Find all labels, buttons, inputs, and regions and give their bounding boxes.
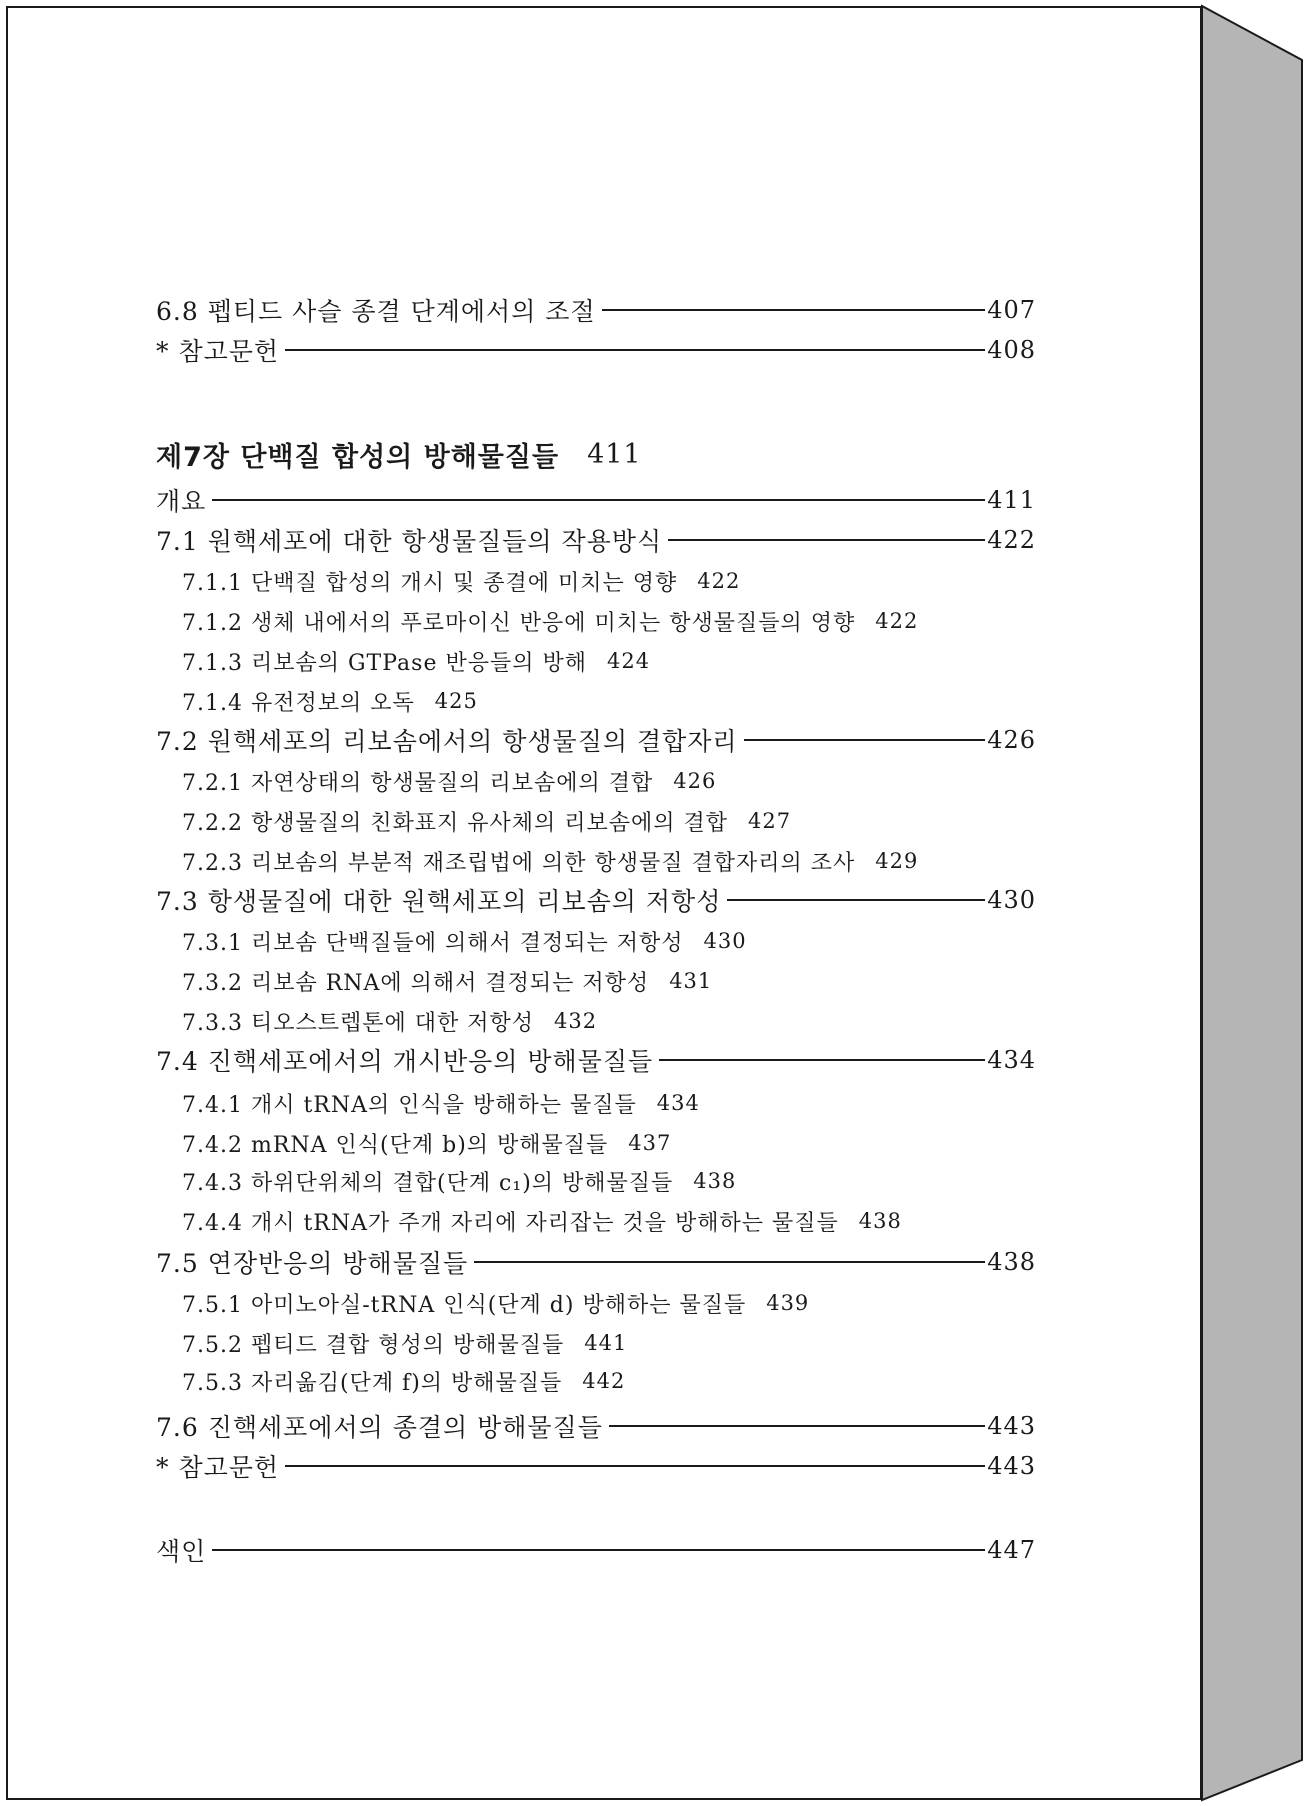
toc-label: 7.1.2 생체 내에서의 푸로마이신 반응에 미치는 항생물질들의 영향 bbox=[182, 610, 856, 636]
leader-line bbox=[609, 1425, 985, 1427]
toc-label: 7.5.1 아미노아실-tRNA 인식(단계 d) 방해하는 물질들 bbox=[182, 1292, 747, 1318]
toc-subentry-7-2-2[interactable] bbox=[182, 802, 791, 840]
toc-page: 434 bbox=[987, 1046, 1036, 1074]
toc-page: 443 bbox=[987, 1452, 1036, 1480]
toc-page: 425 bbox=[434, 689, 478, 713]
toc-subentry-7-2-1[interactable] bbox=[182, 762, 716, 800]
toc-page: 422 bbox=[987, 526, 1036, 554]
toc-page: 407 bbox=[987, 296, 1036, 324]
toc-page: 442 bbox=[582, 1369, 626, 1393]
toc-page: 438 bbox=[987, 1248, 1036, 1276]
leader-line bbox=[668, 539, 985, 541]
toc-label: 7.1 원핵세포에 대한 항생물질들의 작용방식 bbox=[156, 527, 663, 556]
toc-subentry-7-5-1[interactable] bbox=[182, 1284, 809, 1322]
toc-label: 7.4.1 개시 tRNA의 인식을 방해하는 물질들 bbox=[182, 1092, 637, 1118]
toc-label: 7.2 원핵세포의 리보솜에서의 항생물질의 결합자리 bbox=[156, 727, 738, 756]
chapter-heading bbox=[156, 432, 642, 476]
toc-label: 7.4.4 개시 tRNA가 주개 자리에 자리잡는 것을 방해하는 물질들 bbox=[182, 1210, 839, 1236]
leader-line bbox=[285, 1465, 985, 1467]
toc-subentry-7-4-3[interactable] bbox=[182, 1162, 736, 1200]
toc-page: 422 bbox=[875, 609, 919, 633]
toc-page: 447 bbox=[987, 1536, 1036, 1564]
leader-line bbox=[474, 1261, 985, 1263]
toc-label: 7.2.3 리보솜의 부분적 재조립법에 의한 항생물질 결합자리의 조사 bbox=[182, 850, 856, 876]
toc-entry-7-1[interactable] bbox=[156, 520, 1036, 560]
toc-label: 7.1.1 단백질 합성의 개시 및 종결에 미치는 영향 bbox=[182, 570, 678, 596]
toc-entry-7-6[interactable] bbox=[156, 1406, 1036, 1446]
toc-page: 437 bbox=[628, 1131, 672, 1155]
toc-page: 429 bbox=[875, 849, 919, 873]
toc-label: 7.3 항생물질에 대한 원핵세포의 리보솜의 저항성 bbox=[156, 887, 722, 916]
toc-subentry-7-3-2[interactable] bbox=[182, 962, 712, 1000]
toc-page: 439 bbox=[766, 1291, 810, 1315]
toc-subentry-7-1-1[interactable] bbox=[182, 562, 740, 600]
toc-label: 7.4.2 mRNA 인식(단계 b)의 방해물질들 bbox=[182, 1132, 609, 1158]
toc-subentry-7-5-2[interactable] bbox=[182, 1324, 627, 1362]
toc-page: 430 bbox=[987, 886, 1036, 914]
toc-entry-references-6[interactable] bbox=[156, 330, 1036, 370]
toc-page: 438 bbox=[693, 1169, 737, 1193]
toc-subentry-7-1-4[interactable] bbox=[182, 682, 478, 720]
toc-label: 7.6 진핵세포에서의 종결의 방해물질들 bbox=[156, 1413, 603, 1442]
toc-subentry-7-1-2[interactable] bbox=[182, 602, 918, 640]
toc-label: 6.8 펩티드 사슬 종결 단계에서의 조절 bbox=[156, 297, 596, 326]
toc-subentry-7-5-3[interactable] bbox=[182, 1362, 625, 1400]
toc-page: 426 bbox=[673, 769, 717, 793]
toc-page: 408 bbox=[987, 336, 1036, 364]
leader-line bbox=[659, 1059, 985, 1061]
toc-page: 422 bbox=[697, 569, 741, 593]
toc-label: 7.2.1 자연상태의 항생물질의 리보솜에의 결합 bbox=[182, 770, 654, 796]
toc-subentry-7-3-3[interactable] bbox=[182, 1002, 597, 1040]
toc-entry-overview[interactable] bbox=[156, 480, 1036, 520]
chapter-page: 411 bbox=[587, 438, 642, 470]
leader-line bbox=[212, 499, 985, 501]
toc-page: 443 bbox=[987, 1412, 1036, 1440]
toc-page: 432 bbox=[553, 1009, 598, 1033]
toc-page: 434 bbox=[656, 1091, 700, 1115]
toc-label: 7.3.1 리보솜 단백질들에 의해서 결정되는 저항성 bbox=[182, 930, 684, 956]
toc-label: 7.1.3 리보솜의 GTPase 반응들의 방해 bbox=[182, 650, 587, 676]
toc-entry-6-8[interactable] bbox=[156, 290, 1036, 330]
toc-label: 7.3.3 티오스트렙톤에 대한 저항성 bbox=[182, 1010, 534, 1036]
toc-page: 430 bbox=[703, 929, 747, 953]
toc-label: 7.5.3 자리옮김(단계 f)의 방해물질들 bbox=[182, 1370, 563, 1396]
toc-page: 438 bbox=[858, 1209, 902, 1233]
toc-page: 426 bbox=[987, 726, 1036, 754]
toc-page: 424 bbox=[606, 649, 651, 673]
toc-label: 개요 bbox=[156, 487, 207, 516]
toc-label: 7.2.2 항생물질의 친화표지 유사체의 리보솜에의 결합 bbox=[182, 810, 728, 836]
toc-label: 7.5.2 펩티드 결합 형성의 방해물질들 bbox=[182, 1332, 565, 1358]
toc-label: 7.3.2 리보솜 RNA에 의해서 결정되는 저항성 bbox=[182, 970, 650, 996]
toc-label: * 참고문헌 bbox=[156, 337, 280, 366]
toc-entry-7-5[interactable] bbox=[156, 1242, 1036, 1282]
toc-entry-7-3[interactable] bbox=[156, 880, 1036, 920]
toc-subentry-7-4-4[interactable] bbox=[182, 1202, 902, 1240]
toc-label: 색인 bbox=[156, 1537, 207, 1566]
toc-page: 431 bbox=[669, 969, 713, 993]
chapter-title: 제7장 단백질 합성의 방해물질들 bbox=[156, 441, 560, 473]
leader-line bbox=[285, 349, 985, 351]
toc-subentry-7-4-2[interactable] bbox=[182, 1124, 671, 1162]
toc-label: 7.1.4 유전정보의 오독 bbox=[182, 690, 415, 716]
toc-page: 427 bbox=[748, 809, 792, 833]
leader-line bbox=[602, 309, 986, 311]
toc-subentry-7-1-3[interactable] bbox=[182, 642, 650, 680]
toc-subentry-7-4-1[interactable] bbox=[182, 1084, 700, 1122]
toc-label: 7.4.3 하위단위체의 결합(단계 c₁)의 방해물질들 bbox=[182, 1170, 674, 1196]
toc-label: 7.4 진핵세포에서의 개시반응의 방해물질들 bbox=[156, 1047, 654, 1076]
toc-label: 7.5 연장반응의 방해물질들 bbox=[156, 1249, 469, 1278]
toc-page: 411 bbox=[987, 486, 1036, 514]
toc-page: 441 bbox=[584, 1331, 628, 1355]
leader-line bbox=[727, 899, 985, 901]
toc-label: * 참고문헌 bbox=[156, 1453, 280, 1482]
leader-line bbox=[212, 1549, 985, 1551]
toc-subentry-7-3-1[interactable] bbox=[182, 922, 747, 960]
toc-entry-index[interactable] bbox=[156, 1530, 1036, 1570]
leader-line bbox=[744, 739, 986, 741]
toc-entry-7-4[interactable] bbox=[156, 1040, 1036, 1080]
toc-entry-references-7[interactable] bbox=[156, 1446, 1036, 1486]
toc-entry-7-2[interactable] bbox=[156, 720, 1036, 760]
toc-subentry-7-2-3[interactable] bbox=[182, 842, 918, 880]
